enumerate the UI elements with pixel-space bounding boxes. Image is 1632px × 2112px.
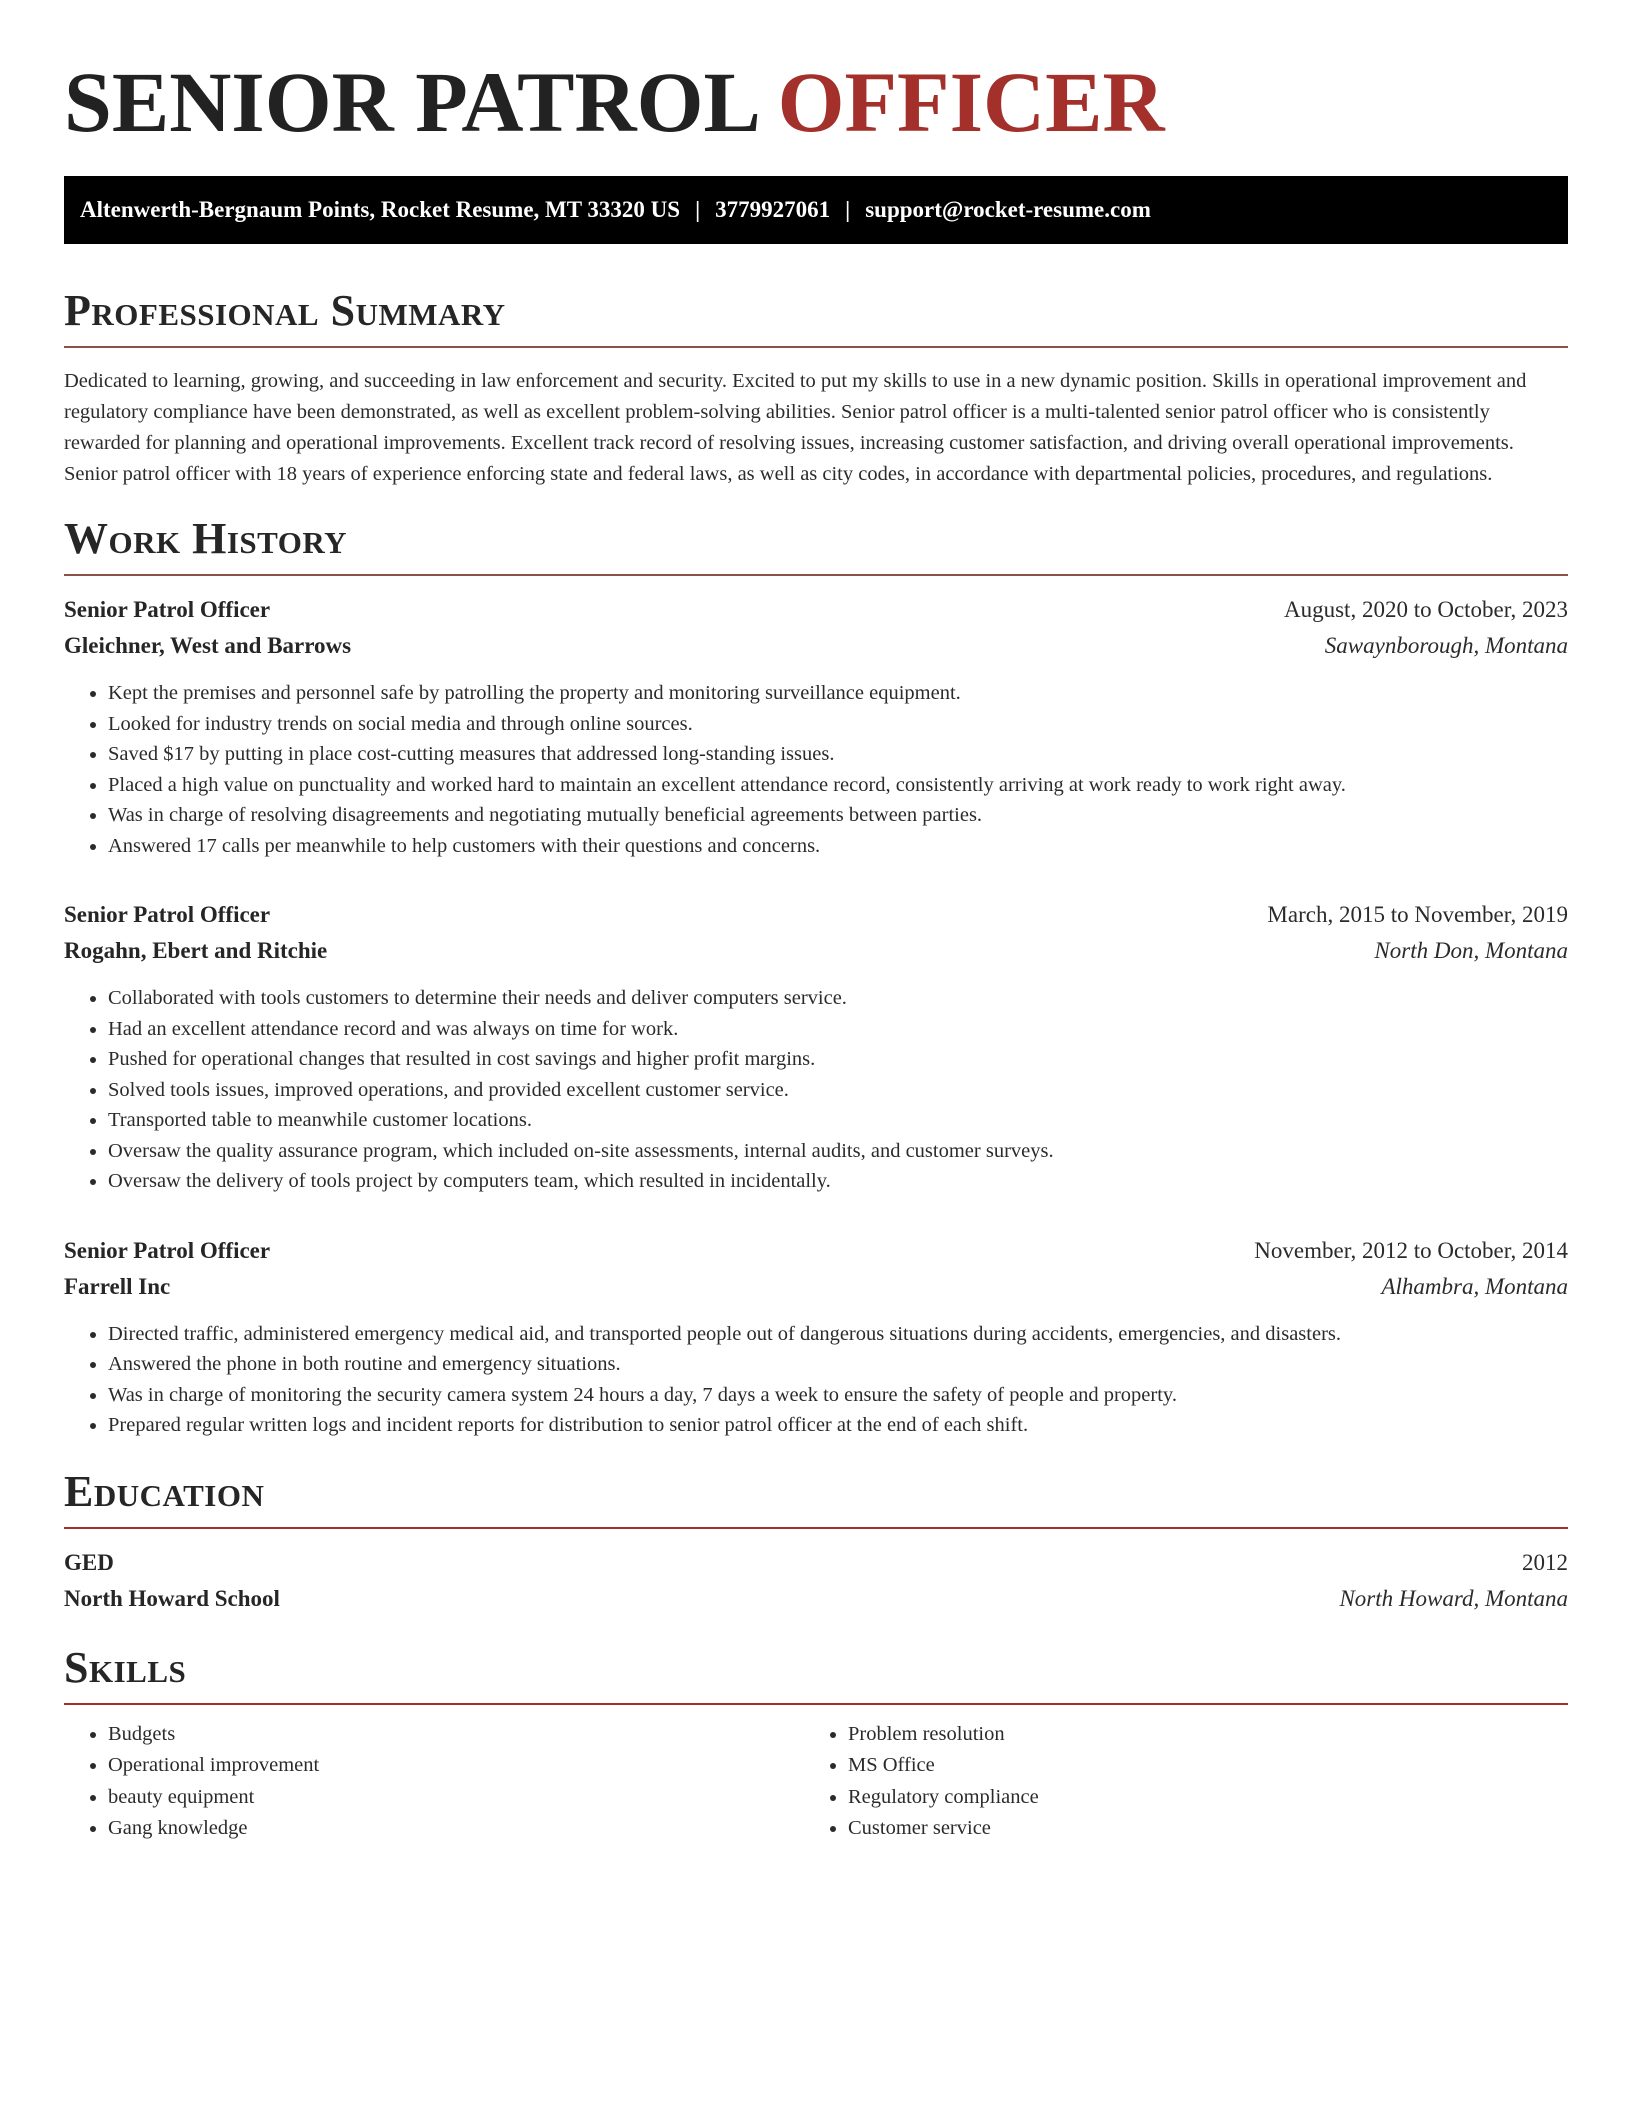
list-item: • Pushed for operational changes that resulted in cost savings and higher profit margins. <box>108 1044 1568 1075</box>
job-title: Senior Patrol Officer <box>64 597 271 622</box>
education-location: North Howard, Montana <box>1339 1585 1568 1611</box>
resume-name <box>64 0 1568 152</box>
skills-list-left <box>64 1719 804 1845</box>
list-item: • Kept the premises and personnel safe by patrolling the property and monitoring surveillance equipment. <box>108 678 1568 709</box>
job-bullets <box>64 678 1568 861</box>
list-item: • Saved $17 by putting in place cost-cutting measures that addressed long-standing issues. <box>108 739 1568 770</box>
contact-bar <box>64 176 1568 244</box>
job-bullets <box>64 1319 1568 1441</box>
skill-item: • Customer service <box>848 1813 1568 1845</box>
name-main: SENIOR PATROL <box>64 54 757 150</box>
skills-columns <box>64 1719 1568 1845</box>
job-company-row <box>64 933 1568 969</box>
skill-item: • Operational improvement <box>108 1750 804 1782</box>
name-accent: OFFICER <box>777 54 1165 150</box>
list-item: • Placed a high value on punctuality and worked hard to maintain an excellent attendance record, consistently arriving at work ready to work right away. <box>108 770 1568 801</box>
list-item: • Answered 17 calls per meanwhile to help customers with their questions and concerns. <box>108 831 1568 862</box>
job-location: Sawaynborough, Montana <box>1324 633 1568 658</box>
skill-item: • Problem resolution <box>848 1719 1568 1751</box>
job-bullets <box>64 983 1568 1197</box>
education-year: 2012 <box>1522 1549 1568 1575</box>
list-item: • Answered the phone in both routine and emergency situations. <box>108 1349 1568 1380</box>
job-header-row <box>64 897 1568 933</box>
summary-text: Dedicated to learning, growing, and succeeding in law enforcement and security. Excited to put my skills to use in a new dynamic position. Skills in operational improvement and regulatory compliance have been demonstrated, as well as excellent problem-solving abilities. Senior patrol officer is a multi-talented senior patrol officer who is consistently rewarded for planning and operational improvements. Excellent track record of resolving issues, increasing customer satisfaction, and driving overall operational improvements. Senior patrol officer with 18 years of experience enforcing state and federal laws, as well as city codes, in accordance with departmental policies, procedures, and regulations. <box>64 370 1527 485</box>
job-company-row <box>64 1269 1568 1305</box>
section-title-summary: Professional Summary <box>64 286 506 335</box>
list-item: • Directed traffic, administered emergency medical aid, and transported people out of dangerous situations during accidents, emergencies, and disasters. <box>108 1319 1568 1350</box>
skill-item: • Gang knowledge <box>108 1813 804 1845</box>
list-item: • Looked for industry trends on social media and through online sources. <box>108 709 1568 740</box>
job-title: Senior Patrol Officer <box>64 1237 271 1263</box>
skills-list-right <box>804 1719 1568 1845</box>
list-item: • Was in charge of resolving disagreements and negotiating mutually beneficial agreements between parties. <box>108 800 1568 831</box>
section-title-education: Education <box>64 1466 265 1516</box>
job-dates: March, 2015 to November, 2019 <box>1267 902 1568 927</box>
skill-item: • Regulatory compliance <box>848 1782 1568 1814</box>
skill-item: • beauty equipment <box>108 1782 804 1814</box>
job-header-row <box>64 592 1568 628</box>
job-company: Gleichner, West and Barrows <box>64 633 352 658</box>
contact-separator: | <box>845 197 851 222</box>
contact-phone: 3779927061 <box>715 197 831 222</box>
job-header-row <box>64 1233 1568 1269</box>
job-title: Senior Patrol Officer <box>64 902 271 927</box>
resume-page <box>64 0 1568 1845</box>
summary-section <box>64 286 1568 490</box>
list-item: • Had an excellent attendance record and was always on time for work. <box>108 1014 1568 1045</box>
list-item: • Was in charge of monitoring the security camera system 24 hours a day, 7 days a week to ensure the safety of people and property. <box>108 1380 1568 1411</box>
education-school-row <box>64 1581 1568 1617</box>
education-school: North Howard School <box>64 1585 280 1611</box>
list-item: • Collaborated with tools customers to determine their needs and deliver computers service. <box>108 983 1568 1014</box>
work-history-section <box>64 514 1568 1441</box>
section-divider <box>64 346 1568 348</box>
section-title-work-history: Work History <box>64 514 348 563</box>
education-degree: GED <box>64 1549 114 1575</box>
job-entry <box>64 1233 1568 1441</box>
skills-section <box>64 1643 1568 1845</box>
list-item: • Transported table to meanwhile customer locations. <box>108 1105 1568 1136</box>
job-company: Farrell Inc <box>64 1273 171 1299</box>
list-item: • Solved tools issues, improved operations, and provided excellent customer service. <box>108 1075 1568 1106</box>
section-title-skills: Skills <box>64 1642 187 1692</box>
job-entry <box>64 897 1568 1197</box>
skill-item: • MS Office <box>848 1750 1568 1782</box>
job-company-row <box>64 628 1568 664</box>
contact-email: support@rocket-resume.com <box>865 197 1151 222</box>
job-dates: November, 2012 to October, 2014 <box>1254 1237 1568 1263</box>
section-divider <box>64 1527 1568 1529</box>
section-divider <box>64 1703 1568 1705</box>
skill-item: • Budgets <box>108 1719 804 1751</box>
education-degree-row <box>64 1545 1568 1581</box>
job-company: Rogahn, Ebert and Ritchie <box>64 938 328 963</box>
contact-separator: | <box>695 197 701 222</box>
job-location: Alhambra, Montana <box>1381 1273 1568 1299</box>
list-item: • Prepared regular written logs and incident reports for distribution to senior patrol officer at the end of each shift. <box>108 1410 1568 1441</box>
job-location: North Don, Montana <box>1374 938 1568 963</box>
job-entry <box>64 592 1568 861</box>
section-divider <box>64 574 1568 576</box>
job-dates: August, 2020 to October, 2023 <box>1284 597 1568 622</box>
education-section <box>64 1467 1568 1617</box>
list-item: • Oversaw the delivery of tools project by computers team, which resulted in incidentally. <box>108 1166 1568 1197</box>
contact-address: Altenwerth-Bergnaum Points, Rocket Resume, MT 33320 US <box>80 197 681 222</box>
list-item: • Oversaw the quality assurance program, which included on-site assessments, internal audits, and customer surveys. <box>108 1136 1568 1167</box>
